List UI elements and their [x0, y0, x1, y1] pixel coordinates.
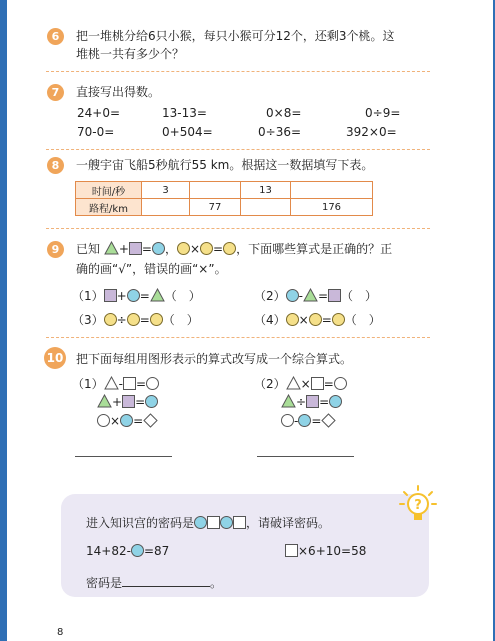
- q10-g2-row3: - =: [281, 413, 336, 428]
- left-border: [0, 0, 7, 641]
- q9-item-4: （4） × = （ ）: [254, 313, 381, 327]
- face-icon: [223, 242, 236, 255]
- table-cell: 时间/秒: [76, 182, 142, 199]
- eq-part: =87: [143, 544, 170, 558]
- q6-line2: 堆桃一共有多少个？: [76, 47, 185, 61]
- square-outline-icon: [311, 377, 324, 390]
- triangle-icon: [303, 288, 318, 302]
- password-line1: [86, 515, 330, 531]
- table-row: [76, 182, 373, 199]
- table-row: [76, 199, 373, 216]
- square-outline-icon: [285, 544, 298, 557]
- circle-icon: [194, 516, 207, 529]
- q9-item-3: （3） ÷ = （ ）: [72, 313, 199, 327]
- password-end: 。: [210, 576, 223, 590]
- password-label: 密码是: [86, 576, 123, 590]
- question-number-7: 7: [47, 84, 64, 101]
- q10-g2-row2: ÷ =: [281, 394, 342, 409]
- q7-title: 直接写出得数。: [76, 85, 161, 99]
- table-cell: [291, 182, 373, 199]
- q7-r1c2: 13-13=: [162, 106, 207, 120]
- group-label: （2）: [254, 377, 286, 391]
- table-cell: 3: [142, 182, 190, 199]
- speed-table: [75, 181, 373, 216]
- q9-item-2: （2） - = （ ）: [254, 289, 378, 303]
- face-icon: [286, 313, 299, 326]
- face-icon: [150, 313, 163, 326]
- q9-line2: 确的画“√”，错误的画“×”。: [76, 262, 227, 276]
- circle-outline-icon: [281, 414, 294, 427]
- circle-icon: [329, 395, 342, 408]
- square-icon: [104, 289, 117, 302]
- square-icon: [129, 242, 142, 255]
- answer-line-1[interactable]: [75, 456, 172, 457]
- separator: [46, 149, 430, 150]
- square-outline-icon: [233, 516, 246, 529]
- circle-icon: [220, 516, 233, 529]
- q6-line1: 把一堆桃分给6只小猴，每只小猴可分12个，还剩3个桃。这: [76, 29, 395, 43]
- q9-text-known: 已知: [76, 242, 101, 256]
- face-icon: [309, 313, 322, 326]
- separator: [46, 228, 430, 229]
- q7-r1c3: 0×8=: [266, 106, 302, 120]
- circle-icon: [131, 544, 144, 557]
- q10-g1-row2: + =: [97, 394, 158, 409]
- question-number-8: 8: [47, 157, 64, 174]
- item-label: （3）: [72, 313, 104, 327]
- diamond-icon: [143, 413, 158, 428]
- circle-outline-icon: [146, 377, 159, 390]
- face-icon: [104, 313, 117, 326]
- answer-line-2[interactable]: [257, 456, 354, 457]
- table-cell: 路程/km: [76, 199, 142, 216]
- face-icon: [127, 313, 140, 326]
- circle-icon: [152, 242, 165, 255]
- password-instruction: ，请破译密码。: [246, 516, 331, 530]
- circle-icon: [120, 414, 133, 427]
- answer-paren[interactable]: （ ）: [162, 313, 199, 327]
- q7-r2c1: 70-0=: [77, 125, 115, 139]
- group-label: （1）: [72, 377, 104, 391]
- triangle-outline-icon: [286, 376, 301, 390]
- table-cell: 77: [190, 199, 241, 216]
- q10-g1-row1: （1） - =: [72, 375, 159, 392]
- face-icon: [332, 313, 345, 326]
- question-number-9: 9: [47, 241, 64, 258]
- q9-text-rest: ，下面哪些算式是正确的？正: [236, 242, 393, 256]
- square-outline-icon: [123, 377, 136, 390]
- answer-paren[interactable]: （ ）: [341, 289, 378, 303]
- item-label: （4）: [254, 313, 286, 327]
- password-eq1: [86, 544, 169, 558]
- circle-icon: [298, 414, 311, 427]
- question-number-10: 10: [44, 347, 66, 369]
- table-cell: [142, 199, 190, 216]
- lightbulb-question-icon: [398, 484, 438, 524]
- table-cell: [190, 182, 241, 199]
- question-number-6: 6: [47, 28, 64, 45]
- password-eq2: [285, 544, 366, 558]
- face-icon: [200, 242, 213, 255]
- square-outline-icon: [207, 516, 220, 529]
- circle-icon: [286, 289, 299, 302]
- separator: [46, 337, 430, 338]
- q7-r1c1: 24+0=: [77, 106, 121, 120]
- q7-r1c4: 0÷9=: [365, 106, 401, 120]
- diamond-icon: [321, 413, 336, 428]
- triangle-icon: [104, 241, 119, 255]
- q7-r2c2: 0+504=: [162, 125, 213, 139]
- face-icon: [177, 242, 190, 255]
- table-cell: [241, 199, 291, 216]
- password-intro: 进入知识宫的密码是: [86, 516, 195, 530]
- square-icon: [122, 395, 135, 408]
- circle-outline-icon: [334, 377, 347, 390]
- password-answer: [86, 575, 222, 591]
- page-number: 8: [57, 627, 64, 638]
- circle-icon: [145, 395, 158, 408]
- square-icon: [306, 395, 319, 408]
- q10-title: 把下面每组用图形表示的算式改写成一个综合算式。: [76, 352, 353, 366]
- triangle-icon: [150, 288, 165, 302]
- svg-text:?: ?: [414, 498, 422, 513]
- eq-part: ×6+10=58: [298, 544, 367, 558]
- eq-part: 14+82-: [86, 544, 131, 558]
- q10-g1-row3: × =: [97, 413, 158, 428]
- answer-paren[interactable]: （ ）: [344, 313, 381, 327]
- triangle-outline-icon: [104, 376, 119, 390]
- circle-outline-icon: [97, 414, 110, 427]
- q9-line1: 已知 + = ， × = ，下面哪些算式是正确的？正: [76, 242, 393, 256]
- square-icon: [328, 289, 341, 302]
- item-label: （1）: [72, 289, 104, 303]
- q9-item-1: （1） + = （ ）: [72, 289, 201, 303]
- password-blank[interactable]: [122, 575, 210, 587]
- table-cell: 176: [291, 199, 373, 216]
- table-cell: 13: [241, 182, 291, 199]
- q7-r2c3: 0÷36=: [258, 125, 302, 139]
- separator: [46, 71, 430, 72]
- triangle-icon: [97, 394, 112, 408]
- q10-g2-row1: （2） × =: [254, 375, 347, 392]
- item-label: （2）: [254, 289, 286, 303]
- answer-paren[interactable]: （ ）: [164, 289, 201, 303]
- circle-icon: [127, 289, 140, 302]
- q7-r2c4: 392×0=: [346, 125, 397, 139]
- triangle-icon: [281, 394, 296, 408]
- q8-title: 一艘宇宙飞船5秒航行55 km。根据这一数据填写下表。: [76, 158, 374, 172]
